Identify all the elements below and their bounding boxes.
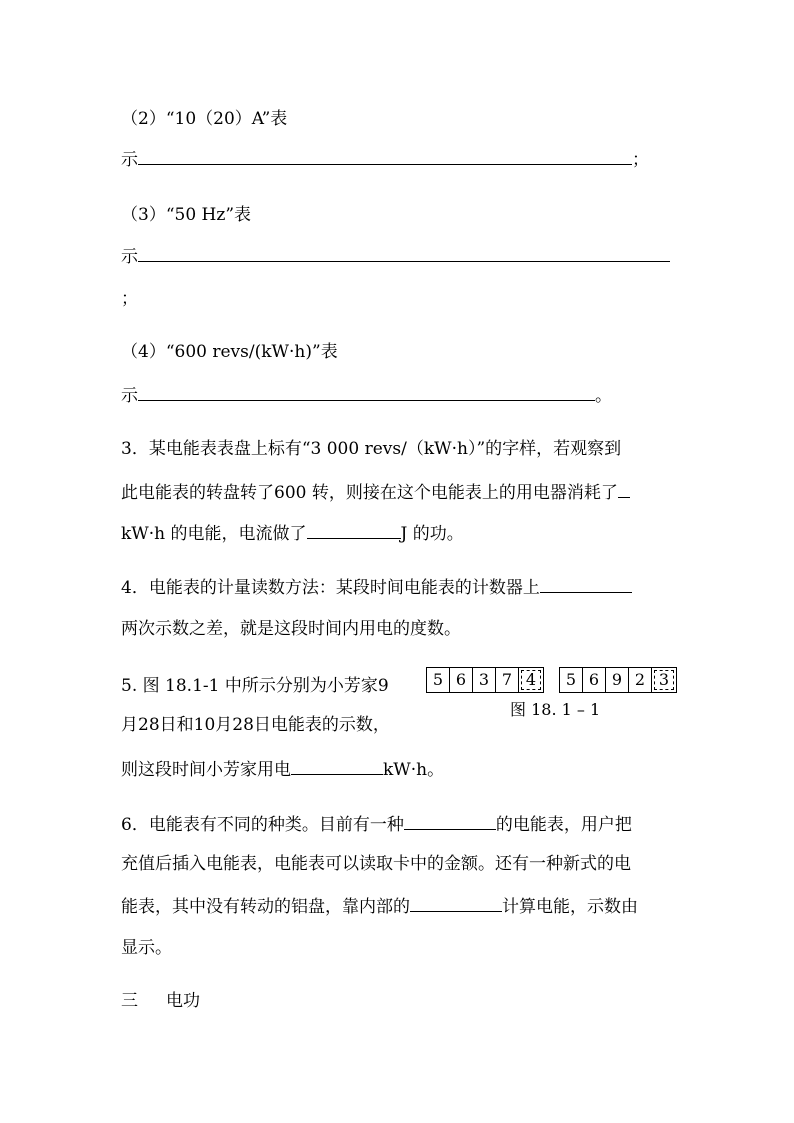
- question-3-line-3-b: J 的功。: [400, 524, 464, 544]
- question-5-line-3: [121, 757, 444, 782]
- question-6-line-3-a: 能表，其中没有转动的铝盘，靠内部的: [121, 897, 410, 917]
- meter-1-digit: 3: [473, 668, 496, 692]
- item-4-shi: 示: [121, 386, 138, 406]
- item-3-shi: 示: [121, 247, 138, 267]
- meter-reading-september: [426, 667, 544, 693]
- answer-blank-q4[interactable]: [540, 575, 632, 593]
- question-3-line-2: [121, 480, 630, 505]
- question-5-line-1: 5. 图 18.1-1 中所示分别为小芳家9: [121, 676, 389, 696]
- question-4-line-2: 两次示数之差，就是这段时间内用电的度数。: [121, 619, 461, 639]
- figure-caption: 图 18. 1 – 1: [510, 700, 601, 719]
- answer-blank-q6-component[interactable]: [410, 894, 502, 912]
- item-2-end: ；: [632, 150, 649, 170]
- item-4-suffix: ”表: [312, 342, 338, 362]
- question-2-item-2: [121, 107, 287, 131]
- question-6-line-2: 充值后插入电能表，电能表可以读取卡中的金额。还有一种新式的电: [121, 854, 631, 874]
- item-3-value: 50 Hz: [174, 205, 226, 225]
- meter-1-digit: 5: [427, 668, 450, 692]
- meter-2-digit: 5: [560, 668, 583, 692]
- meter-1-digit: 7: [496, 668, 519, 692]
- question-6-line-1-a: 6．电能表有不同的种类。目前有一种: [121, 815, 404, 835]
- meter-2-digit: 6: [583, 668, 606, 692]
- question-5-line-3-a: 则这段时间小芳家用电: [121, 760, 291, 780]
- item-2-shi: 示: [121, 150, 138, 170]
- meter-2-digit: 9: [606, 668, 629, 692]
- answer-line-item-2: [121, 147, 649, 172]
- question-6-line-4: 显示。: [121, 938, 172, 958]
- question-6-line-1-b: 的电能表，用户把: [495, 815, 632, 835]
- answer-blank-item-3[interactable]: [138, 244, 670, 262]
- section-title: 电功: [166, 991, 200, 1011]
- item-2-prefix: （2）“: [121, 109, 175, 129]
- answer-blank-q3-kwh[interactable]: [618, 480, 630, 498]
- meter-1-decimal-digit: 4: [519, 668, 543, 692]
- item-2-suffix: ”表: [261, 109, 288, 129]
- question-4-line-1: [121, 575, 632, 600]
- question-3-line-2-text: 此电能表的转盘转了600 转，则接在这个电能表上的用电器消耗了: [121, 483, 618, 503]
- question-3-line-3-a: kW·h 的电能，电流做了: [121, 524, 307, 544]
- item-2-value: 10（20）A: [174, 109, 262, 129]
- item-3-end-line: [121, 287, 138, 311]
- question-3-line-1: 3．某电能表表盘上标有“3 000 revs/（kW·h）”的字样，若观察到: [121, 439, 622, 459]
- question-6-line-1: [121, 812, 632, 837]
- meter-reading-october: [559, 667, 677, 693]
- answer-blank-item-2[interactable]: [138, 147, 632, 165]
- section-heading: [121, 989, 200, 1013]
- meter-2-decimal-digit: 3: [652, 668, 676, 692]
- item-4-value: 600 revs/(kW·h): [174, 342, 313, 362]
- question-5-line-2: 月28日和10月28日电能表的示数，: [121, 715, 390, 735]
- item-3-suffix: ”表: [225, 205, 252, 225]
- item-4-prefix: （4）“: [121, 342, 175, 362]
- question-6-line-3: [121, 894, 638, 919]
- answer-blank-q6-type[interactable]: [404, 812, 496, 830]
- question-2-item-4: [121, 340, 338, 364]
- item-3-prefix: （3）“: [121, 205, 175, 225]
- meter-2-digit: 2: [629, 668, 652, 692]
- answer-blank-item-4[interactable]: [138, 383, 595, 401]
- question-6-line-3-b: 计算电能，示数由: [502, 897, 638, 917]
- answer-line-item-4: [121, 383, 612, 408]
- question-3-line-3: [121, 521, 464, 546]
- answer-blank-q5[interactable]: [291, 757, 383, 775]
- section-number: 三: [121, 991, 138, 1011]
- item-4-end: 。: [595, 386, 612, 406]
- question-5-line-3-b: kW·h。: [383, 760, 445, 780]
- question-4-line-1-text: 4．电能表的计量读数方法：某段时间电能表的计数器上: [121, 578, 540, 598]
- item-3-end: ；: [121, 289, 138, 309]
- answer-blank-q3-joule[interactable]: [307, 521, 401, 539]
- answer-line-item-3: [121, 244, 670, 269]
- question-2-item-3: [121, 203, 251, 227]
- meter-1-digit: 6: [450, 668, 473, 692]
